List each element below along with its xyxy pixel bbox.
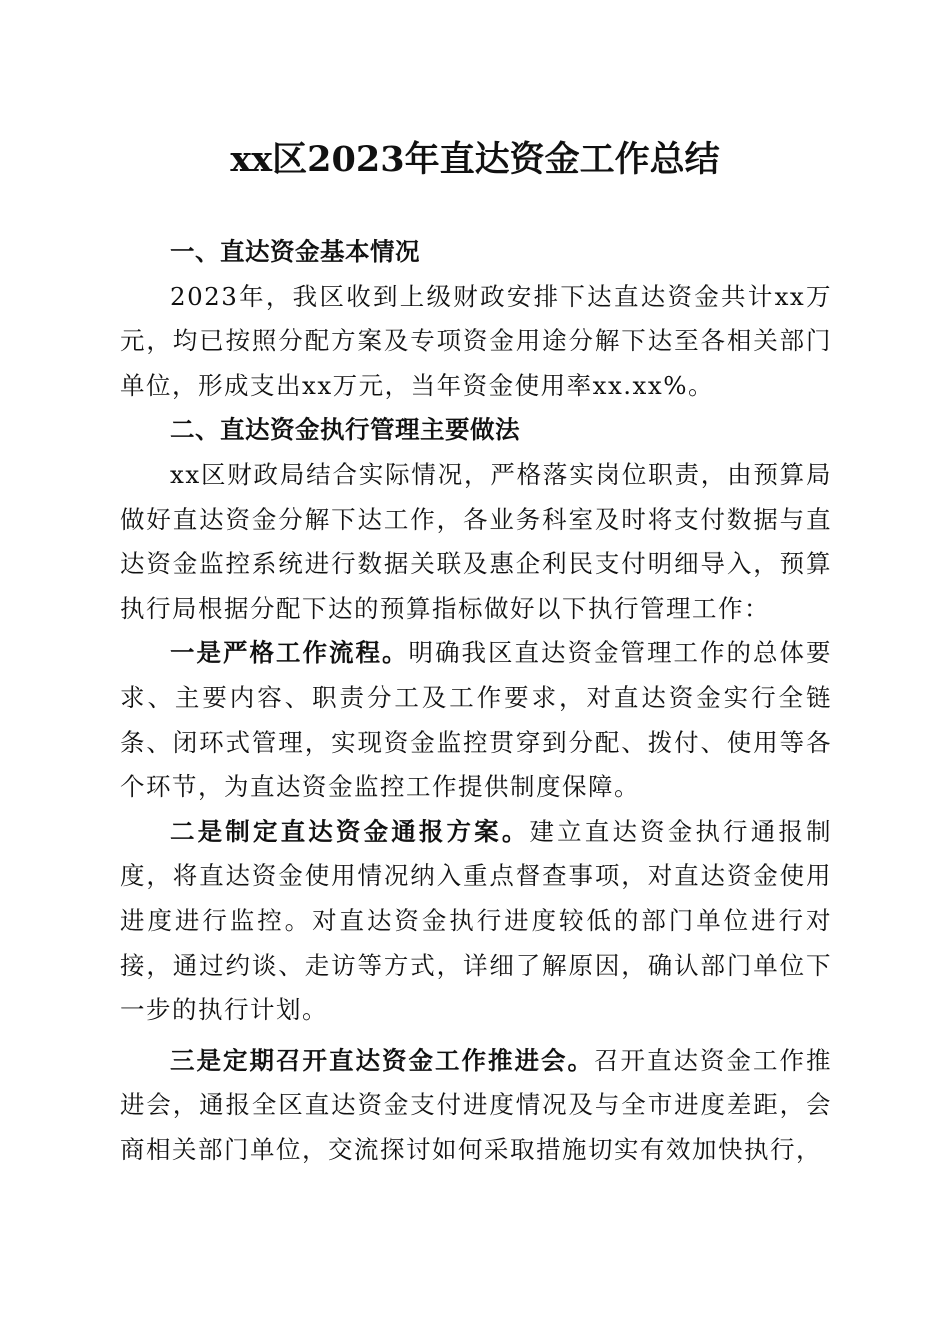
measure-item-1-text: 明确我区直达资金管理工作的总体要求、主要内容、职责分工及工作要求，对直达资金实行全链条、闭环式管理，实现资金监控贯穿到分配、拨付、使用等各个环节，为直达资金监控工作提供制度保障。	[120, 638, 832, 802]
section-heading-1: 一、直达资金基本情况	[170, 237, 420, 266]
measure-item-2	[120, 810, 832, 1033]
measure-item-2-lead: 二是制定直达资金通报方案。	[170, 816, 530, 846]
measure-item-2-text: 建立直达资金执行通报制度，将直达资金使用情况纳入重点督查事项，对直达资金使用进度进行监控。对直达资金执行进度较低的部门单位进行对接，通过约谈、走访等方式，详细了解原因，确认部门单位下一步的执行计划。	[120, 816, 833, 1025]
measure-item-3	[120, 1039, 832, 1173]
document-title: xx区2023年直达资金工作总结	[230, 139, 720, 180]
measure-item-3-lead: 三是定期召开直达资金工作推进会。	[170, 1045, 594, 1075]
measure-item-3-text: 召开直达资金工作推进会，通报全区直达资金支付进度情况及与全市进度差距，会商相关部门单位，交流探讨如何采取措施切实有效加快执行，	[120, 1045, 832, 1164]
measure-item-1-lead: 一是严格工作流程。	[170, 638, 409, 668]
section-heading-2: 二、直达资金执行管理主要做法	[170, 415, 520, 445]
document-body	[120, 230, 832, 1172]
section-1-paragraph: 2023年，我区收到上级财政安排下达直达资金共计xx万元，均已按照分配方案及专项资金用途分解下达至各相关部门单位，形成支出xx万元，当年资金使用率xx.xx%。	[120, 281, 832, 400]
section-2-paragraph: xx区财政局结合实际情况，严格落实岗位职责，由预算局做好直达资金分解下达工作，各业务科室及时将支付数据与直达资金监控系统进行数据关联及惠企利民支付明细导入，预算执行局根据分配下达的预算指标做好以下执行管理工作：	[120, 459, 832, 623]
measure-item-1	[120, 631, 832, 809]
